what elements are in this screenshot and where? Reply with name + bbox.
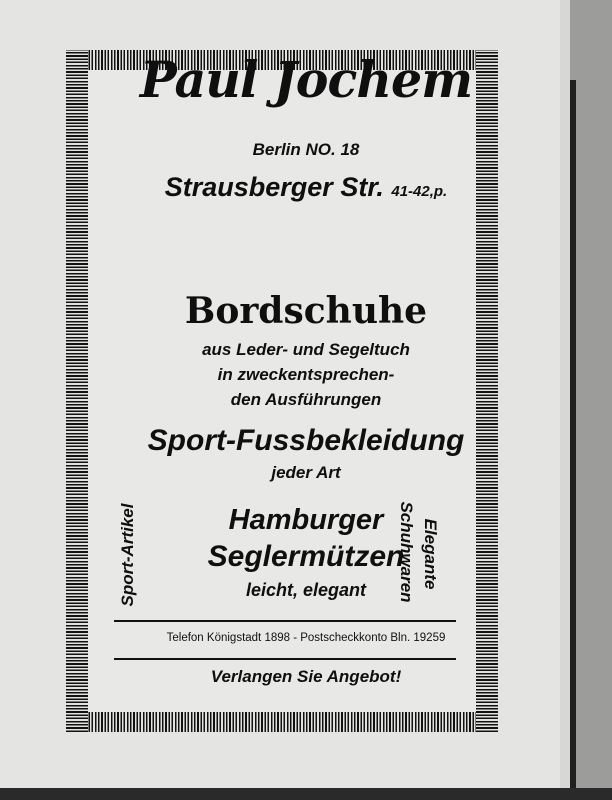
bottom-shadow — [0, 788, 612, 800]
description-line-2: in zweckentsprechen- — [217, 365, 395, 384]
side-label-right-2: Schuhwaren — [397, 501, 416, 603]
product-heading: Bordschuhe — [184, 290, 428, 332]
street-line — [0, 172, 612, 203]
divider-bottom — [114, 658, 456, 660]
street-number: 41-42,p. — [391, 183, 448, 200]
sport-heading: Sport-Fussbekleidung — [147, 424, 465, 457]
hats-subline: leicht, elegant — [245, 580, 367, 600]
divider-top — [114, 620, 456, 622]
description-line-1: aus Leder- und Segeltuch — [202, 340, 410, 359]
call-to-action: Verlangen Sie Angebot! — [210, 667, 402, 686]
hats-line-1: Hamburger — [228, 504, 384, 536]
contact-line: Telefon Königstadt 1898 - Postscheckkonto Bln. 19259 — [166, 632, 446, 644]
city-line: Berlin NO. 18 — [252, 140, 360, 159]
sport-subline: jeder Art — [271, 463, 341, 482]
description-line-3: den Ausführungen — [230, 390, 382, 409]
side-label-right-1: Elegante — [421, 518, 440, 590]
street-name: Strausberger Str. — [164, 172, 384, 202]
side-label-left: Sport-Artikel — [118, 503, 137, 607]
brand-name: Paul Jochem — [139, 50, 473, 109]
hats-line-2: Seglermützen — [207, 540, 405, 573]
